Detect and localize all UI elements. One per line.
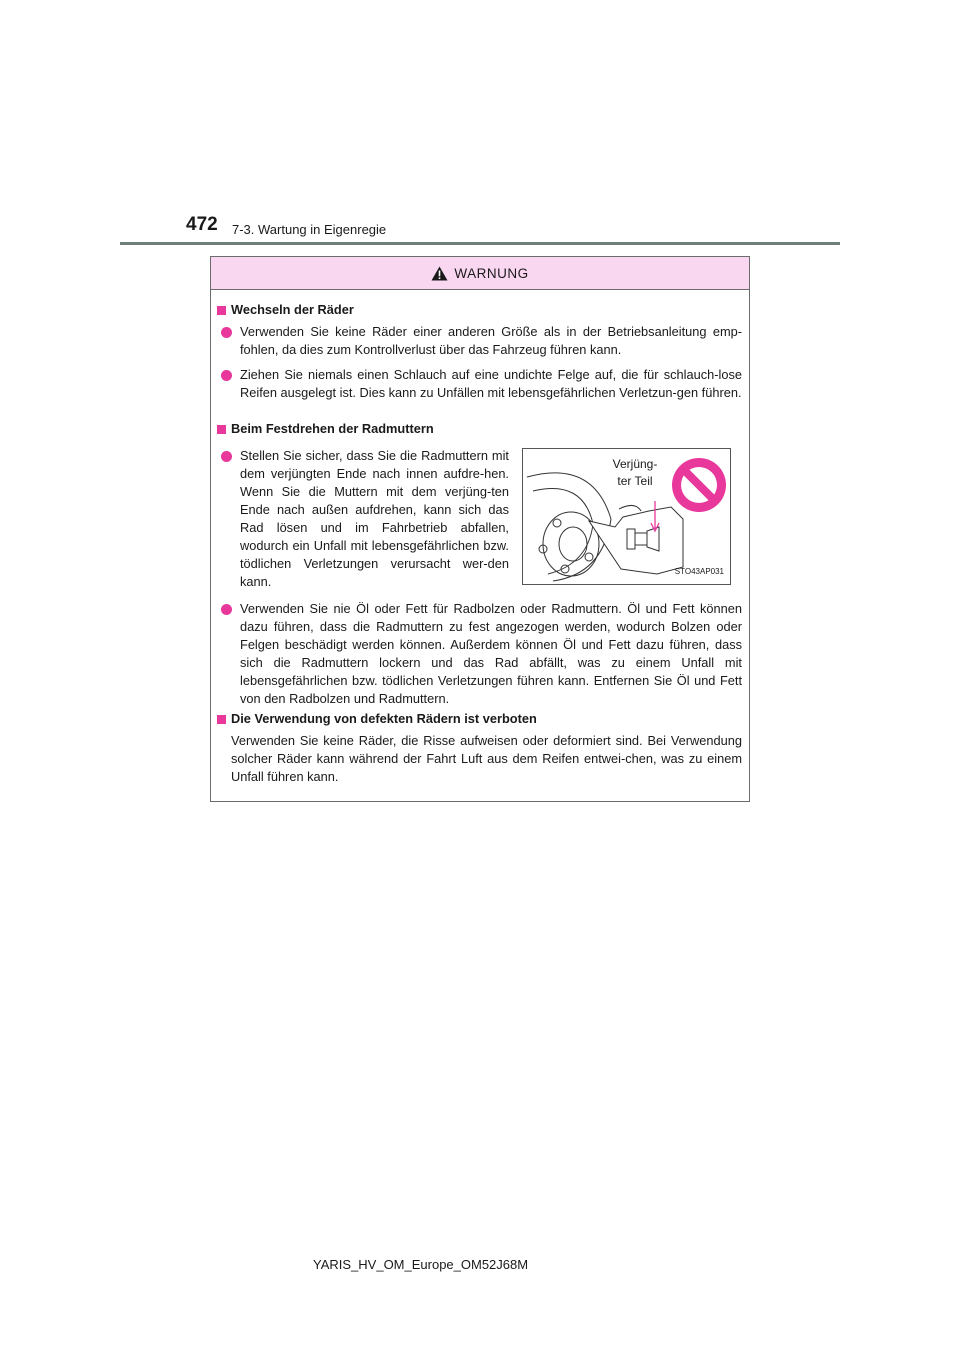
section-heading: Wechseln der Räder [217, 301, 354, 319]
figure-label: Verjüng-ter Teil [612, 457, 658, 488]
square-bullet-icon [217, 715, 226, 724]
warning-header [211, 257, 749, 290]
section-title: 7-3. Wartung in Eigenregie [232, 222, 387, 237]
wheel-nut-figure [522, 448, 731, 585]
round-bullet-icon [221, 451, 232, 462]
list-item: Ziehen Sie niemals einen Schlauch auf eine undichte Felge auf, die für schlauch-lose Reifen ausgelegt ist. Dies kann zu Unfällen mit lebensgefährlichen Verletzun-gen führen. [221, 366, 742, 402]
list-item: Stellen Sie sicher, dass Sie die Radmuttern mit dem verjüngten Ende nach innen aufdre-hen. Wenn Sie die Muttern mit dem verjüng-ten Ende nach außen aufdrehen, kann sich das Rad lösen und im Fahrbetrieb abfallen, wodurch ein Unfall mit lebensgefährlichen bzw. tödlichen Verletzungen verursacht wer-den kann. [221, 447, 509, 591]
section-heading: Beim Festdrehen der Radmuttern [217, 420, 434, 438]
footer-doc-id: YARIS_HV_OM_Europe_OM52J68M [313, 1257, 529, 1272]
figure-code: STO43AP031 [674, 567, 724, 576]
page-number: 472 [186, 214, 218, 235]
warning-triangle-icon [431, 266, 448, 281]
round-bullet-icon [221, 370, 232, 381]
list-item: Verwenden Sie keine Räder einer anderen Größe als in der Betriebsanleitung emp-fohlen, da dies zum Kontrollverlust über das Fahrzeug führen kann. [221, 323, 742, 359]
section-heading: Die Verwendung von defekten Rädern ist verboten [217, 710, 537, 728]
prohibition-icon [672, 458, 726, 512]
round-bullet-icon [221, 604, 232, 615]
warning-title: WARNUNG [454, 265, 529, 281]
header-rule [120, 242, 840, 245]
square-bullet-icon [217, 306, 226, 315]
list-item: Verwenden Sie nie Öl oder Fett für Radbolzen oder Radmuttern. Öl und Fett können dazu führen, dass die Radmuttern zu fest angezogen werden, wodurch Bolzen oder Felgen beschädigt werden können. Außerdem können Öl und Fett dazu führen, dass sich die Radmuttern lockern und das Rad abfällt, was zu einem Unfall mit lebensgefährlichen bzw. tödlichen Verletzungen führen kann. Entfernen Sie Öl und Fett von den Radbolzen und Radmuttern. [221, 600, 742, 708]
paragraph: Verwenden Sie keine Räder, die Risse aufweisen oder deformiert sind. Bei Verwendung solcher Räder kann während der Fahrt Luft aus dem Reifen entwei-chen, was zu einem Unfall führen kann. [231, 733, 742, 784]
warning-box [210, 256, 750, 802]
square-bullet-icon [217, 425, 226, 434]
round-bullet-icon [221, 327, 232, 338]
